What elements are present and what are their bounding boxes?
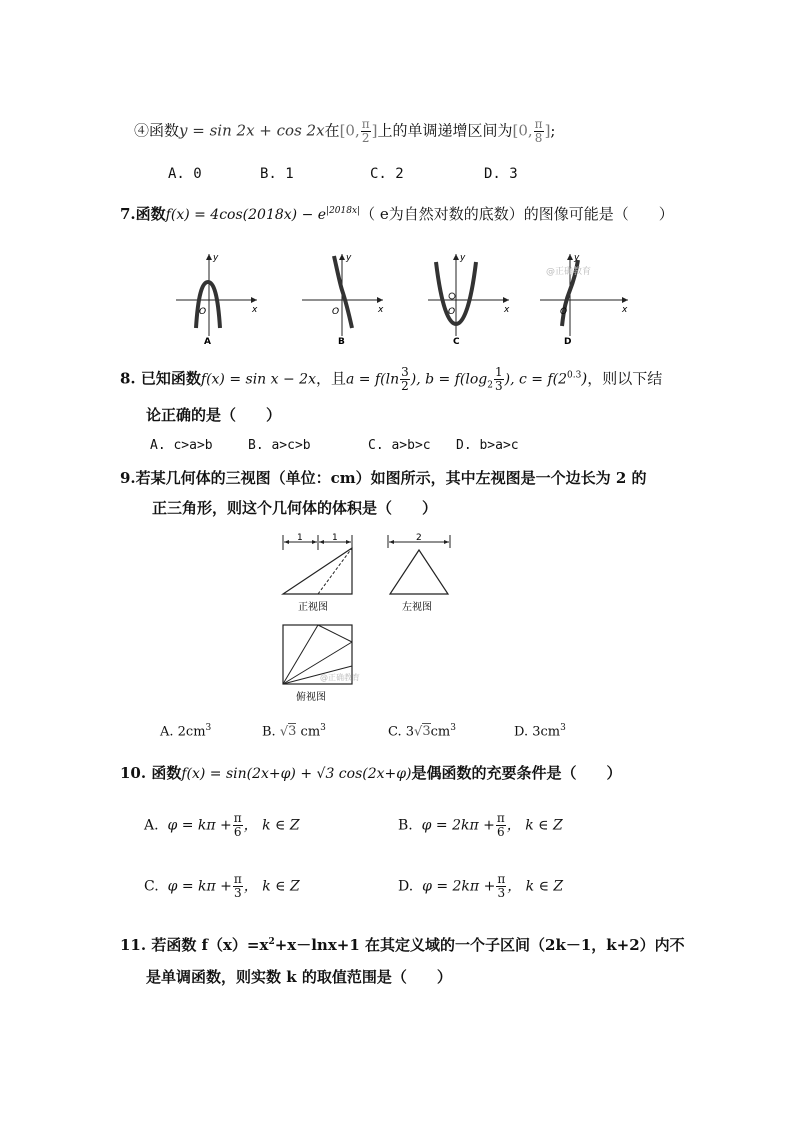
interval: ] [544, 121, 551, 140]
q9-stem-line1: 9.若某几何体的三视图（单位：cm）如图所示，其中左视图是一个边长为 2 的 [120, 469, 647, 487]
formula: ), c = f(2 [504, 371, 567, 388]
view-label: 正视图 [298, 602, 328, 613]
formula: y = sin 2x + cos 2x [179, 121, 325, 140]
graph-label: D [564, 337, 572, 347]
q10-option-c: C. φ = kπ + $\frac{\pi}{3}$ ， k ∈ Z [144, 872, 300, 900]
fraction: $\frac{\pi}{8}$ [534, 117, 543, 145]
graph-label: B [338, 337, 345, 347]
q7-stem [120, 203, 674, 224]
view-label: 左视图 [402, 602, 432, 613]
exponent: |2018x| [326, 206, 361, 216]
graph-label: A [204, 337, 211, 347]
x-label: x [378, 305, 384, 315]
text: 上的单调递增区间为 [377, 121, 513, 140]
text: ; [550, 121, 556, 140]
q9-option-a: A. $2cm^3$ [160, 723, 212, 740]
origin-label: O [332, 307, 340, 317]
question-number: 8. 已知函数 [120, 369, 201, 388]
dimension: 2 [416, 533, 422, 543]
question-number: 10. 函数 [120, 764, 182, 782]
watermark: @正确教育 [546, 267, 592, 277]
text: ，则以下结 [587, 369, 663, 388]
interval: [0, [339, 121, 360, 140]
front-view [283, 533, 352, 613]
q9-option-d: D. $3cm^3$ [514, 723, 566, 740]
text: 在 [324, 121, 340, 140]
q7-graphs [172, 248, 652, 348]
origin-label: O [560, 307, 568, 317]
q8-option-c: C. a>b>c [368, 438, 431, 453]
subscript: 2 [487, 380, 493, 391]
q6-option-c: C. 2 [370, 166, 404, 182]
q9-option-b: B. √3 $cm^3$ [262, 723, 326, 740]
y-label: y [460, 253, 466, 263]
interval: ] [371, 121, 378, 140]
dimension: 1 [297, 533, 303, 543]
view-label: 俯视图 [296, 692, 326, 703]
formula: ), b = f(log [410, 371, 488, 388]
formula: f(x) = 4cos(2018x) − e [165, 207, 327, 223]
q9-three-views [278, 530, 468, 710]
q11-stem-line1: 11. 若函数 $f(x)=x^2+x-\ln x+1$ 在其定义域的一个子区间（2k－1，k+2）内不 [120, 936, 685, 954]
q8-option-a: A. c>a>b [150, 438, 213, 453]
origin-label: O [199, 307, 207, 317]
q8-stem-line2: 论正确的是（ ） [146, 406, 282, 424]
q10-option-a: A. φ = kπ + $\frac{\pi}{6}$ ， k ∈ Z [144, 811, 300, 839]
formula: ) [581, 369, 588, 388]
x-label: x [504, 305, 510, 315]
origin-label: O [448, 307, 456, 317]
q6-item4 [134, 118, 555, 145]
sqrt: √ [414, 724, 423, 740]
q6-option-d: D. 3 [484, 166, 518, 182]
q8-stem [120, 366, 662, 393]
question-number: 7.函数 [120, 205, 166, 223]
fraction: $\frac{\pi}{2}$ [361, 117, 370, 145]
q9-stem-line2: 正三角形，则这个几何体的体积是（ ） [152, 499, 438, 517]
q8-option-d: D. b>a>c [456, 438, 519, 453]
q10-option-d: D. φ = 2kπ + $\frac{\pi}{3}$ ， k ∈ Z [398, 872, 564, 900]
graph-b [302, 253, 384, 347]
top-view [283, 625, 360, 703]
x-label: x [622, 305, 628, 315]
y-label: y [346, 253, 352, 263]
q11-stem-line2: 是单调函数，则实数 k 的取值范围是（ ） [146, 968, 452, 986]
text: （ e为自然对数的底数）的图像可能是（ ） [360, 205, 674, 223]
graph-a [176, 253, 258, 347]
y-label: y [213, 253, 219, 263]
fraction: $\frac{1}{3}$ [494, 365, 503, 393]
exponent: 0.3 [567, 370, 582, 381]
q8-option-b: B. a>c>b [248, 438, 311, 453]
q9-option-c: C. $3√3cm^3$ [388, 723, 456, 740]
text: 是偶函数的充要条件是（ ） [411, 764, 622, 782]
formula: a = f(ln [346, 371, 400, 388]
x-label: x [252, 305, 258, 315]
side-view [388, 533, 450, 613]
text: 函数 [149, 121, 180, 140]
formula: f(x) = sin(2x+φ) + √3 cos(2x+φ) [181, 766, 412, 782]
graph-c [428, 253, 510, 347]
sqrt: √ [279, 724, 289, 740]
graph-label: C [453, 337, 460, 347]
circled-number: ④ [134, 121, 150, 140]
q10-stem [120, 762, 622, 783]
fraction: $\frac{3}{2}$ [401, 365, 409, 393]
formula: f(x) = sin x − 2x [200, 371, 316, 388]
watermark: @正确教育 [320, 673, 360, 682]
y-label: y [574, 253, 580, 263]
text: ，且 [315, 369, 346, 388]
dimension: 1 [332, 533, 338, 543]
interval: [0, [512, 121, 533, 140]
q6-option-a: A. 0 [168, 166, 202, 182]
q6-option-b: B. 1 [260, 166, 294, 182]
q10-option-b: B. φ = 2kπ + $\frac{\pi}{6}$ ， k ∈ Z [398, 811, 563, 839]
